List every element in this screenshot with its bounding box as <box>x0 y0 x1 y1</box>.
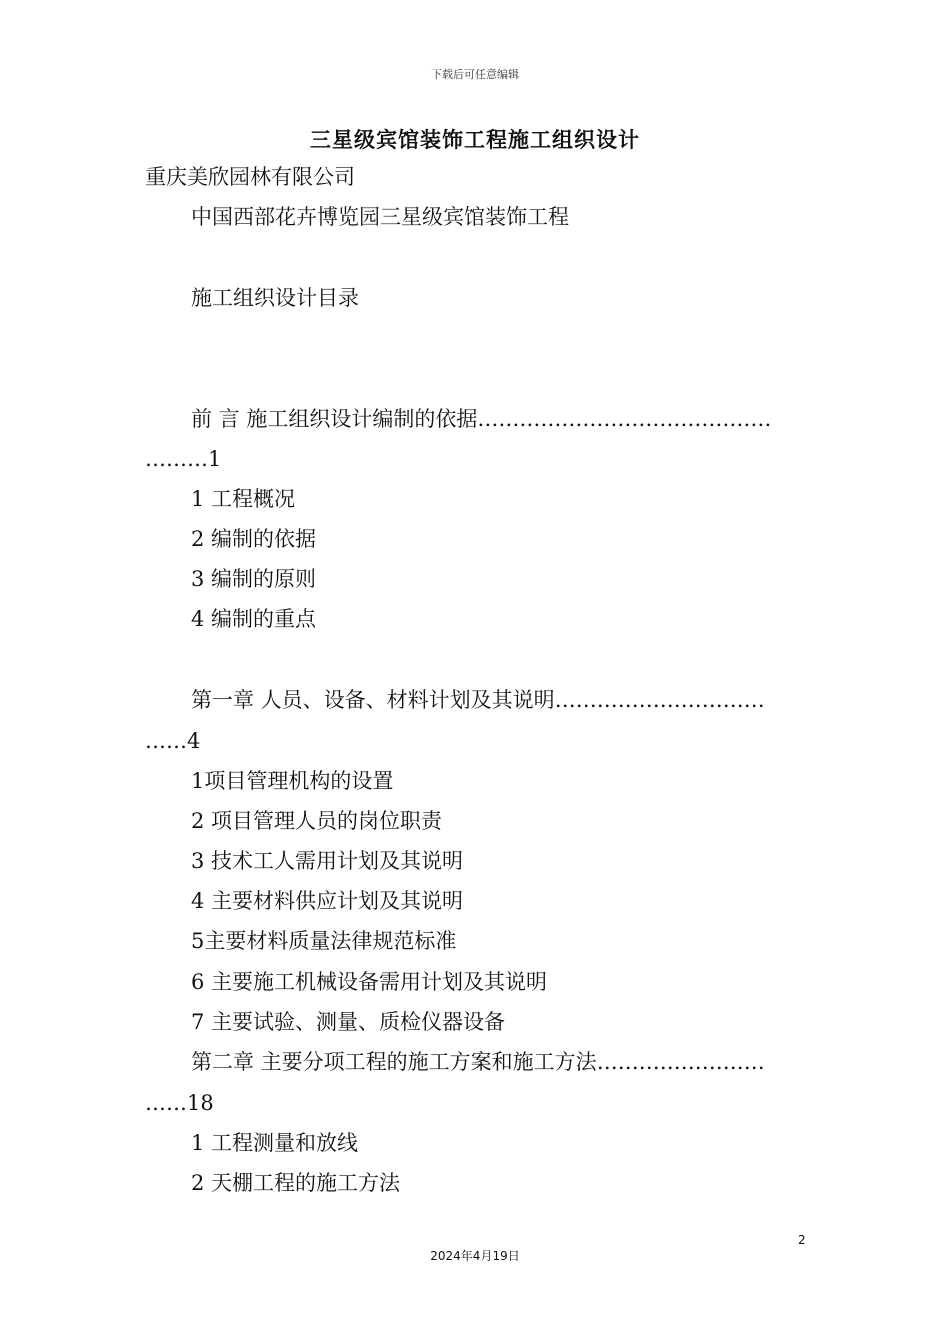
toc-entry-text: 前 言 施工组织设计编制的依据 <box>191 407 478 431</box>
toc-subitem: 6 主要施工机械设备需用计划及其说明 <box>191 970 548 994</box>
company-name: 重庆美欣园林有限公司 <box>145 165 355 189</box>
toc-leader-dots: …… <box>145 1091 187 1115</box>
toc-subitem: 3 编制的原则 <box>191 567 317 591</box>
page-header: 下载后可任意编辑 <box>431 68 519 81</box>
toc-entry-text: 第二章 主要分项工程的施工方案和施工方法 <box>191 1050 597 1074</box>
toc-subitem: 1项目管理机构的设置 <box>191 769 394 793</box>
toc-subitem: 2 天棚工程的施工方法 <box>191 1171 401 1195</box>
toc-leader-dots: …………………………………… <box>477 407 772 431</box>
toc-entry-text: 第一章 人员、设备、材料计划及其说明 <box>191 688 555 712</box>
toc-page-number: 1 <box>208 447 222 471</box>
toc-entry-preface <box>191 405 771 433</box>
toc-page-number: 18 <box>187 1091 214 1115</box>
toc-leader-dots: ……… <box>145 447 208 471</box>
toc-heading: 施工组织设计目录 <box>191 286 359 310</box>
toc-subitem: 2 项目管理人员的岗位职责 <box>191 809 443 833</box>
toc-subitem: 1 工程测量和放线 <box>191 1131 359 1155</box>
toc-leader-dots: ………………………… <box>554 688 765 712</box>
project-name: 中国西部花卉博览园三星级宾馆装饰工程 <box>191 205 569 229</box>
document-title: 三星级宾馆装饰工程施工组织设计 <box>310 127 640 152</box>
toc-subitem: 7 主要试验、测量、质检仪器设备 <box>191 1010 506 1034</box>
toc-entry-chapter2 <box>191 1048 765 1076</box>
toc-entry-chapter2-cont <box>145 1089 214 1117</box>
toc-subitem: 4 主要材料供应计划及其说明 <box>191 889 464 913</box>
toc-subitem: 5主要材料质量法律规范标准 <box>191 929 457 953</box>
toc-subitem: 1 工程概况 <box>191 487 296 511</box>
toc-subitem: 4 编制的重点 <box>191 607 317 631</box>
footer-date: 2024年4月19日 <box>430 1249 520 1263</box>
toc-subitem: 2 编制的依据 <box>191 527 317 551</box>
toc-subitem: 3 技术工人需用计划及其说明 <box>191 849 464 873</box>
toc-page-number: 4 <box>187 729 201 753</box>
toc-entry-preface-cont <box>145 445 221 473</box>
page-number: 2 <box>798 1233 806 1247</box>
toc-entry-chapter1 <box>191 686 765 714</box>
toc-leader-dots: …………………… <box>596 1050 765 1074</box>
toc-entry-chapter1-cont <box>145 727 200 755</box>
toc-leader-dots: …… <box>145 729 187 753</box>
